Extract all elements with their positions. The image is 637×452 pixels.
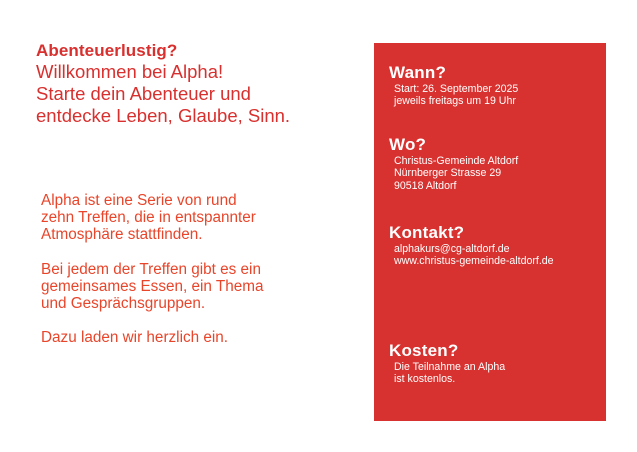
info-panel <box>374 43 606 421</box>
where-line: 90518 Altdorf <box>394 179 457 192</box>
when-line: Start: 26. September 2025 <box>394 83 519 95</box>
cost-line: ist kostenlos. <box>394 373 456 386</box>
intro-paragraph-1 <box>41 192 331 244</box>
intro-line: Bei jedem der Treffen gibt es ein <box>41 260 261 278</box>
intro-line: gemeinsames Essen, ein Thema <box>41 277 264 295</box>
when-line: jeweils freitags um 19 Uhr <box>394 95 516 108</box>
where-section <box>389 135 598 192</box>
intro-paragraph-2 <box>41 261 331 313</box>
cost-line: Die Teilnahme an Alpha <box>394 361 506 373</box>
contact-heading: Kontakt? <box>389 223 465 242</box>
intro-line: Dazu laden wir herzlich ein. <box>41 329 229 347</box>
where-heading: Wo? <box>389 135 427 154</box>
where-line: Christus-Gemeinde Altdorf <box>394 155 519 167</box>
where-line: Nürnberger Strasse 29 <box>394 167 502 180</box>
headline-line-2: Starte dein Abenteuer und <box>36 83 251 104</box>
cost-section <box>389 341 598 386</box>
cost-heading: Kosten? <box>389 341 459 360</box>
intro-paragraph-3 <box>41 329 331 346</box>
headline-block <box>36 40 356 127</box>
contact-email[interactable]: alphakurs@cg-altdorf.de <box>394 243 510 255</box>
headline-line-3: entdecke Leben, Glaube, Sinn. <box>36 105 291 126</box>
when-heading: Wann? <box>389 63 447 82</box>
when-section <box>389 63 598 108</box>
intro-line: Alpha ist eine Serie von rund <box>41 192 237 209</box>
headline-line-1: Willkommen bei Alpha! <box>36 61 224 82</box>
intro-text <box>41 192 331 363</box>
contact-section <box>389 223 598 268</box>
headline-title: Abenteuerlustig? <box>36 41 178 60</box>
intro-line: Atmosphäre stattfinden. <box>41 226 203 244</box>
intro-line: und Gesprächsgruppen. <box>41 295 206 313</box>
intro-line: zehn Treffen, die in entspannter <box>41 209 256 227</box>
contact-website[interactable]: www.christus-gemeinde-altdorf.de <box>394 255 554 268</box>
